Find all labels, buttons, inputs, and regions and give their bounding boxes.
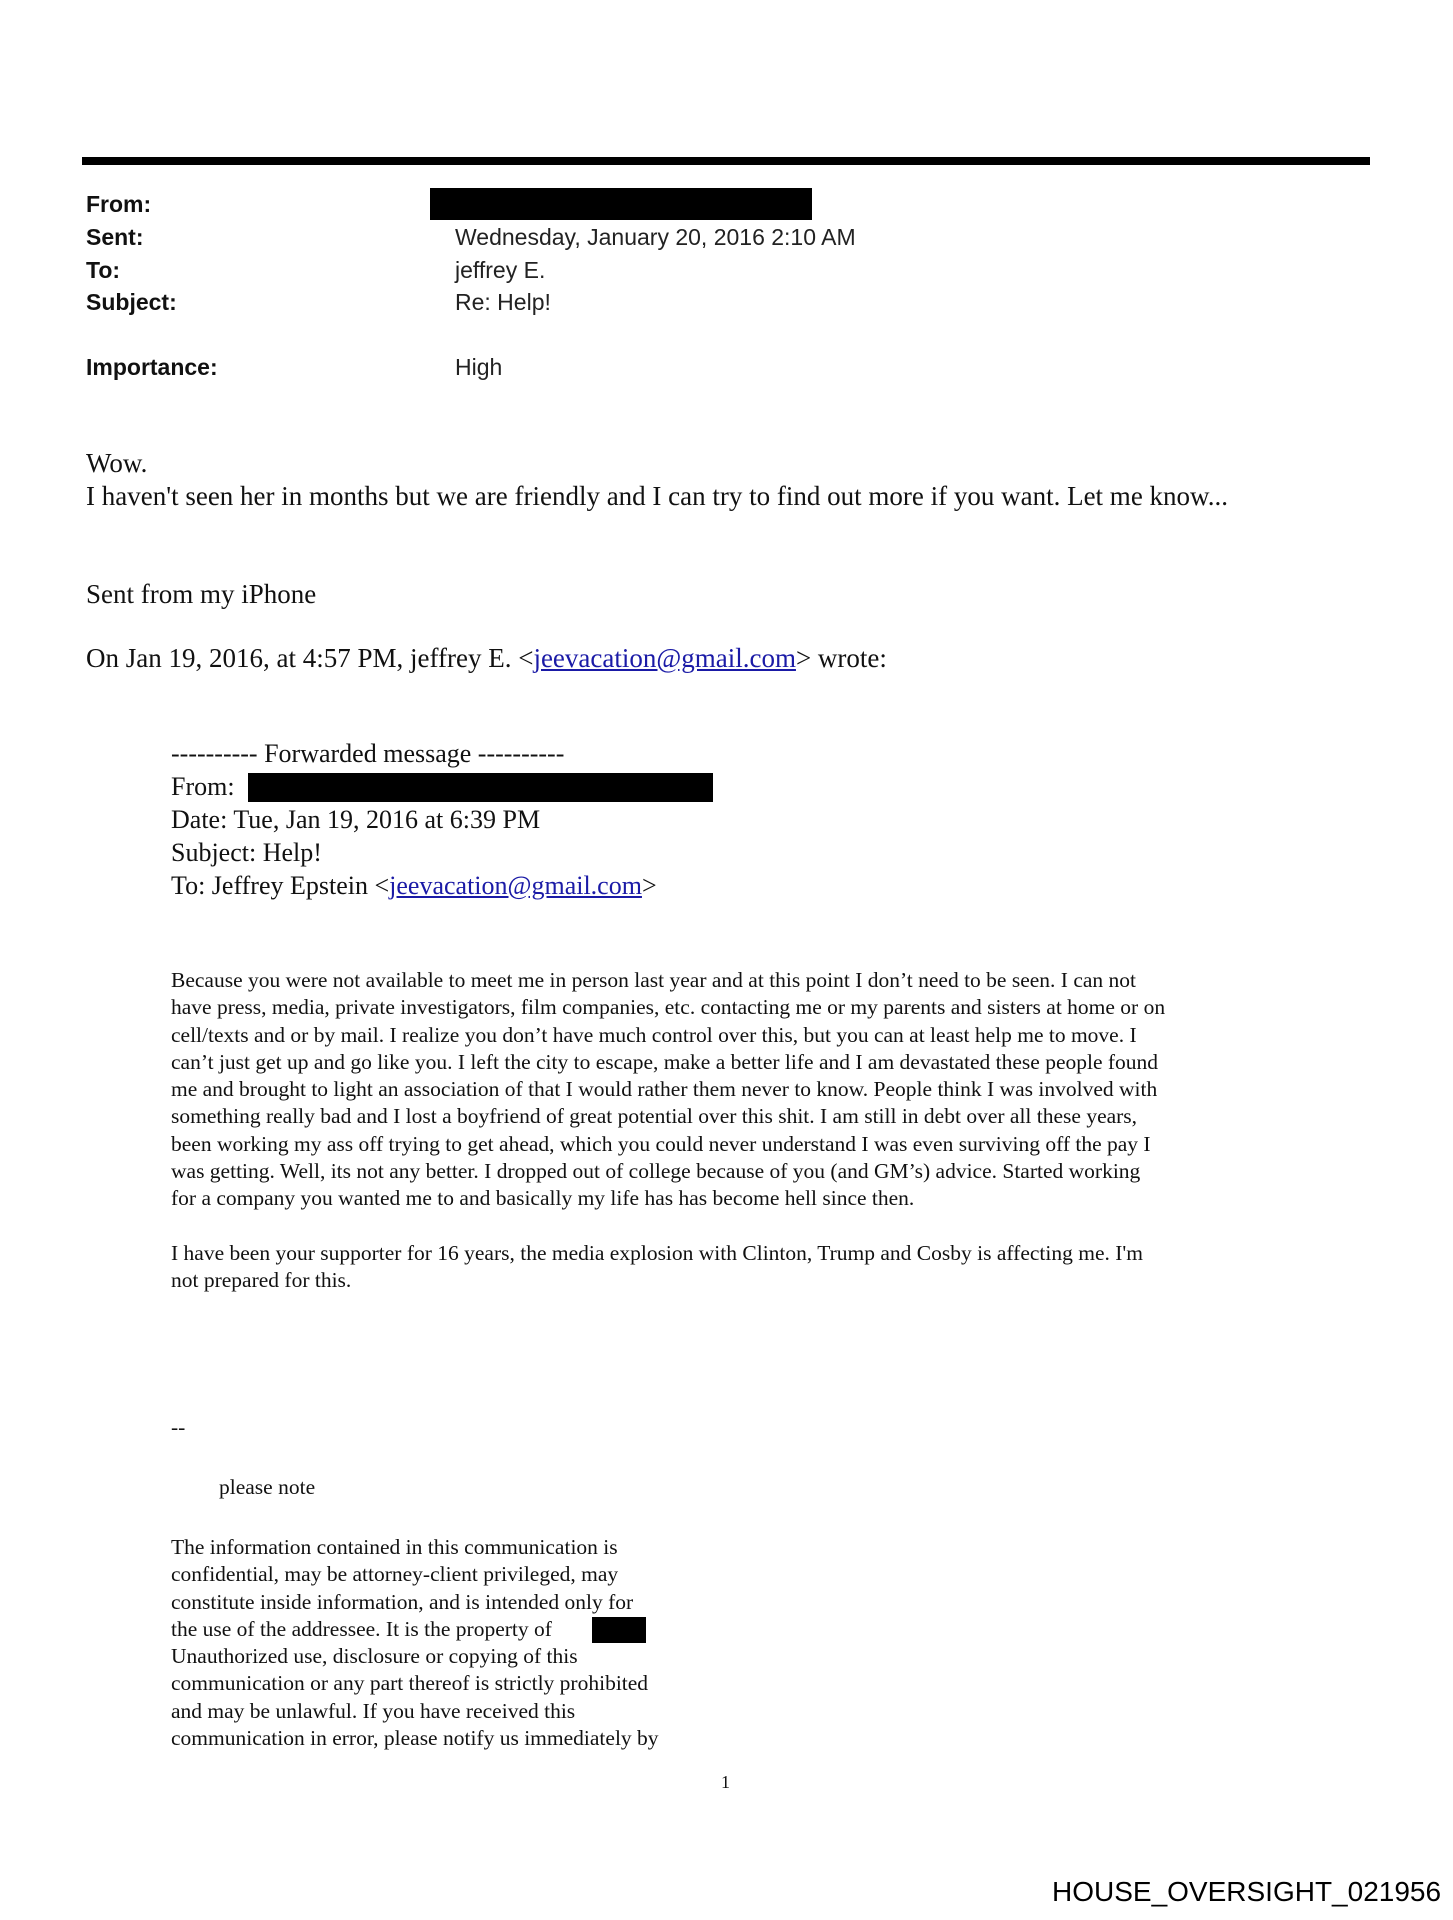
disclaimer-line: confidential, may be attorney-client privileged, may bbox=[171, 1562, 619, 1587]
from-label: From: bbox=[86, 191, 152, 217]
quote-email-link[interactable]: jeevacation@gmail.com bbox=[533, 643, 796, 673]
body-line: can’t just get up and go like you. I left the city to escape, make a better life and I am devastated these people found bbox=[171, 1049, 1159, 1074]
subject-label: Subject: bbox=[86, 289, 177, 315]
reply-line-2: I haven't seen her in months but we are friendly and I can try to find out more if you want. Let me know... bbox=[86, 481, 1229, 511]
forwarded-to-suffix: > bbox=[641, 871, 657, 900]
body-line: I have been your supporter for 16 years, the media explosion with Clinton, Trump and Cosby is affecting me. I'm bbox=[171, 1241, 1144, 1265]
forwarded-banner: ---------- Forwarded message ---------- bbox=[171, 739, 565, 768]
forwarded-date: Date: Tue, Jan 19, 2016 at 6:39 PM bbox=[171, 805, 541, 834]
body-line: been working my ass off trying to get ahead, which you could never understand I was even surviving off the pay I bbox=[171, 1131, 1151, 1156]
sent-value: Wednesday, January 20, 2016 2:10 AM bbox=[455, 224, 856, 250]
importance-value: High bbox=[455, 354, 503, 380]
body-line: me and brought to light an association of that I would rather them never to know. People think I was involved with bbox=[171, 1077, 1158, 1102]
quote-prefix: On Jan 19, 2016, at 4:57 PM, jeffrey E. < bbox=[86, 643, 534, 673]
disclaimer-line: and may be unlawful. If you have received this bbox=[171, 1698, 576, 1723]
disclaimer-line: constitute inside information, and is intended only for bbox=[171, 1589, 634, 1614]
page-number: 1 bbox=[721, 1772, 730, 1792]
importance-label: Importance: bbox=[86, 354, 218, 380]
body-line: something really bad and I lost a boyfriend of great potential over this shit. I am still in debt over all these years, bbox=[171, 1104, 1138, 1129]
body-line: for a company you wanted me to and basically my life has has become hell since then. bbox=[171, 1186, 915, 1211]
reply-line-1: Wow. bbox=[86, 448, 148, 478]
redaction-forwarded-from bbox=[248, 773, 713, 802]
forwarded-to bbox=[171, 871, 657, 901]
body-line: cell/texts and or by mail. I realize you don’t have much control over this, but you can at least help me to move. I bbox=[171, 1022, 1137, 1047]
to-label: To: bbox=[86, 257, 121, 283]
body-paragraph-2 bbox=[171, 1240, 1143, 1295]
disclaimer-line: The information contained in this communication is bbox=[171, 1535, 618, 1559]
forwarded-from-label: From: bbox=[171, 772, 235, 801]
forwarded-subject: Subject: Help! bbox=[171, 838, 322, 867]
redaction-property-owner bbox=[592, 1617, 646, 1643]
redaction-from bbox=[430, 188, 812, 220]
bates-stamp: HOUSE_OVERSIGHT_021956 bbox=[1052, 1876, 1442, 1907]
disclaimer-line: communication in error, please notify us immediately by bbox=[171, 1726, 659, 1751]
header-rule bbox=[82, 157, 1370, 165]
signature-separator: -- bbox=[171, 1415, 186, 1439]
body-line: have press, media, private investigators, film companies, etc. contacting me or my parents and sisters at home or on bbox=[171, 995, 1166, 1020]
disclaimer-line: communication or any part thereof is strictly prohibited bbox=[171, 1671, 649, 1696]
disclaimer bbox=[171, 1534, 659, 1752]
quote-header bbox=[86, 643, 887, 674]
sent-label: Sent: bbox=[86, 224, 144, 250]
to-value: jeffrey E. bbox=[455, 257, 546, 283]
forwarded-to-email-link[interactable]: jeevacation@gmail.com bbox=[389, 871, 642, 900]
disclaimer-line: Unauthorized use, disclosure or copying of this bbox=[171, 1644, 578, 1669]
reply-signature: Sent from my iPhone bbox=[86, 579, 317, 609]
body-line: not prepared for this. bbox=[171, 1268, 352, 1293]
quote-suffix: > wrote: bbox=[795, 643, 887, 673]
subject-value: Re: Help! bbox=[455, 289, 551, 315]
please-note: please note bbox=[219, 1475, 316, 1499]
forwarded-to-prefix: To: Jeffrey Epstein < bbox=[171, 871, 390, 900]
body-line: Because you were not available to meet me in person last year and at this point I don’t need to be seen. I can not bbox=[171, 968, 1137, 992]
body-paragraph-1 bbox=[171, 967, 1165, 1213]
body-line: was getting. Well, its not any better. I dropped out of college because of you (and GM’s) advice. Started working bbox=[171, 1159, 1141, 1184]
disclaimer-line: the use of the addressee. It is the property of bbox=[171, 1616, 552, 1641]
